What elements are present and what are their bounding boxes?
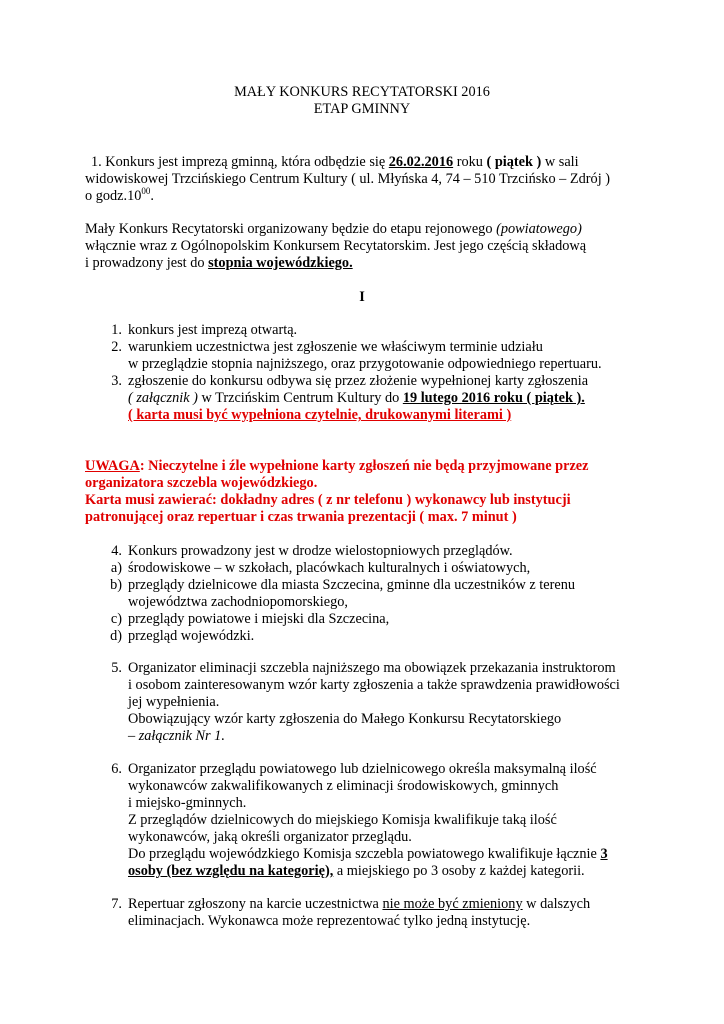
scope-line-2: włącznie wraz z Ogólnopolskim Konkursem Recytatorskim. Jest jego częścią składową	[85, 238, 587, 254]
time-superscript: 00	[141, 186, 151, 196]
list-item: przeglądy powiatowe i miejski dla Szczecina,	[128, 611, 390, 627]
document-subtitle: ETAP GMINNY	[313, 101, 411, 117]
list-item: przegląd wojewódzki.	[128, 628, 255, 644]
scope-line-3: i prowadzony jest do stopnia wojewódzkiego.	[85, 255, 353, 271]
intro-line-3: o $godz.10^{00}$.	[85, 186, 154, 204]
deadline-date: 19 lutego 2016 roku ( piątek ).	[402, 390, 585, 406]
intro-line-1: 1. Konkurs jest imprezą gminną, która odbędzie się 26.02.2016 roku ( piątek ) w sali	[91, 154, 579, 170]
warning-label: UWAGA	[85, 458, 140, 474]
document-title: MAŁY KONKURS RECYTATORSKI 2016	[234, 84, 490, 100]
form-notice: ( karta musi być wypełniona czytelnie, drukowanymi literami )	[128, 407, 512, 423]
list-item: przeglądy dzielnicowe dla miasta Szczecina, gminne dla uczestników z terenu	[128, 577, 575, 593]
event-day: ( piątek )	[486, 154, 542, 170]
document-page: MAŁY KONKURS RECYTATORSKI 2016 ETAP GMINNY 1. Konkurs jest imprezą gminną, która odbędzie się 26.02.2016 roku ( piątek ) w sali widowiskowej Trzcińskiego Centrum Kultury ( ul. Młyńska 4, 74 – 510 Trzcińsko – Zdrój ) o $godz.10^{00}$. Mały Konkurs Recytatorski organizowany będzie do etapu rejonowego (powiatowego) włącznie wraz z Ogólnopolskim Konkursem Recytatorskim. Jest jego częścią składową i prowadzony jest do stopnia wojewódzkiego. I 1. konkurs jest imprezą otwartą. 2. warunkiem uczestnictwa jest zgłoszenie we właściwym terminie udziału w przeglądzie stopnia najniższego, oraz przygotowanie odpowiedniego repertuaru. 3. zgłoszenie do konkursu odbywa się przez złożenie wypełnionej karty zgłoszenia ( załącznik ) w Trzcińskim Centrum Kultury do 19 lutego 2016 roku ( piątek ). ( karta musi być wypełniona czytelnie, drukowanymi literami ) UWAGA: Nieczytelne i źle wypełnione karty zgłoszeń nie będą przyjmowane przez organizatora szczebla wojewódzkiego. Karta musi zawierać: dokładny adres ( z nr telefonu ) wykonawcy lub instytucji patronującej oraz repertuar i czas trwania prezentacji ( max. 7 minut ) 4. Konkurs prowadzony jest w drodze wielostopniowych przeglądów. a) środowiskowe – w szkołach, placówkach kulturalnych i oświatowych, b) przeglądy dzielnicowe dla miasta Szczecina, gminne dla uczestników z terenu województwa zachodniopomorskiego, c) przeglądy powiatowe i miejski dla Szczecina, d) przegląd wojewódzki. 5. Organizator eliminacji szczebla najniższego ma obowiązek przekazania instruktorom i osobom zainteresowanym wzór karty zgłoszenia a także sprawdzenia prawidłowości jej wypełnienia. Obowiązujący wzór karty zgłoszenia do Małego Konkursu Recytatorskiego – załącznik Nr 1. 6. Organizator przeglądu powiatowego lub dzielnicowego określa maksymalną ilość wykonawców zakwalifikowanych z eliminacji środowiskowych, gminnych i miejsko-gminnych. Z przeglądów dzielnicowych do miejskiego Komisja kwalifikuje taką ilość wykonawców, jaką określi organizator przeglądu. Do przeglądu wojewódzkiego Komisja szczebla powiatowego kwalifikuje łącznie 3 osoby (bez względu na kategorię), a miejskiego po 3 osoby z każdej kategorii. 7. Repertuar zgłoszony na karcie uczestnictwa nie może być zmieniony w dalszych eliminacjach. Wykonawca może reprezentować tylko jedną instytucję.	[0, 0, 724, 1024]
list-item: środowiskowe – w szkołach, placówkach kulturalnych i oświatowych,	[128, 560, 531, 576]
section-heading: I	[359, 289, 365, 305]
scope-line-1: Mały Konkurs Recytatorski organizowany będzie do etapu rejonowego (powiatowego)	[85, 221, 582, 237]
attachment-reference: – załącznik Nr 1.	[128, 728, 225, 744]
event-date: 26.02.2016	[388, 154, 454, 170]
intro-line-2: widowiskowej Trzcińskiego Centrum Kultury ( ul. Młyńska 4, 74 – 510 Trzcińsko – Zdrój )	[85, 171, 610, 187]
